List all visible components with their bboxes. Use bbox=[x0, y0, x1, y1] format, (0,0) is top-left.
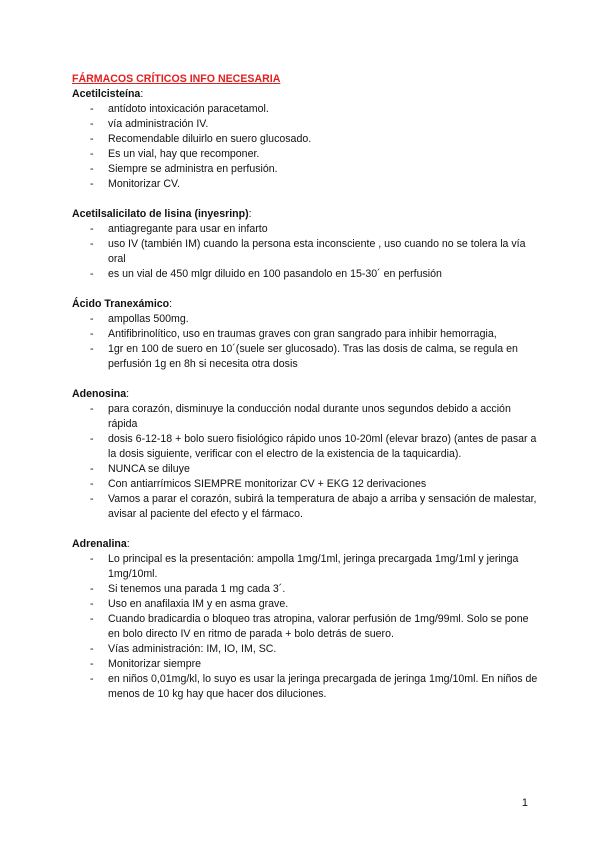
drug-name: Adrenalina bbox=[72, 538, 127, 550]
list-item: - Si tenemos una parada 1 mg cada 3´. bbox=[72, 582, 540, 597]
list-item: - Vías administración: IM, IO, IM, SC. bbox=[72, 642, 540, 657]
drug-heading bbox=[72, 207, 540, 222]
list-item: - Con antiarrímicos SIEMPRE monitorizar CV + EKG 12 derivaciones bbox=[72, 477, 540, 492]
drug-heading-colon: : bbox=[140, 88, 144, 100]
list-item: - antiagregante para usar en infarto bbox=[72, 222, 540, 237]
drug-heading-colon: : bbox=[126, 388, 130, 400]
drug-name: Ácido Tranexámico bbox=[72, 298, 170, 310]
sections-container bbox=[72, 87, 540, 702]
drug-section bbox=[72, 537, 540, 702]
list-item: - para corazón, disminuye la conducción nodal durante unos segundos debido a acción rápida bbox=[72, 402, 540, 432]
drug-heading bbox=[72, 87, 540, 102]
list-item: - Monitorizar CV. bbox=[72, 177, 540, 192]
drug-heading-colon: : bbox=[126, 538, 130, 550]
drug-name: Acetilsalicilato de lisina (inyesrinp) bbox=[72, 208, 249, 220]
drug-name: Adenosina bbox=[72, 388, 127, 400]
list-item: - Vamos a parar el corazón, subirá la temperatura de abajo a arriba y sensación de malestar, avisar al paciente del efecto y el fármaco. bbox=[72, 492, 540, 522]
document-title: FÁRMACOS CRÍTICOS INFO NECESARIA bbox=[72, 73, 281, 85]
list-item: - vía administración IV. bbox=[72, 117, 540, 132]
list-item: - Lo principal es la presentación: ampolla 1mg/1ml, jeringa precargada 1mg/1ml y jeringa 1mg/10ml. bbox=[72, 552, 540, 582]
list-item: - Antifibrinolítico, uso en traumas graves con gran sangrado para inhibir hemorragia, bbox=[72, 327, 540, 342]
page-number: 1 bbox=[521, 797, 528, 809]
list-item: - Es un vial, hay que recomponer. bbox=[72, 147, 540, 162]
drug-info-list bbox=[72, 102, 540, 192]
list-item: - en niños 0,01mg/kl, lo suyo es usar la jeringa precargada de jeringa 1mg/10ml. En niños de menos de 10 kg hay que hacer dos diluciones. bbox=[72, 672, 540, 702]
drug-heading bbox=[72, 297, 540, 312]
list-item: - antídoto intoxicación paracetamol. bbox=[72, 102, 540, 117]
list-item: - Cuando bradicardia o bloqueo tras atropina, valorar perfusión de 1mg/99ml. Solo se pone en bolo directo IV en ritmo de parada + bolo detrás de suero. bbox=[72, 612, 540, 642]
drug-section bbox=[72, 297, 540, 372]
list-item: - Siempre se administra en perfusión. bbox=[72, 162, 540, 177]
drug-info-list bbox=[72, 402, 540, 522]
drug-heading-colon: : bbox=[169, 298, 173, 310]
drug-heading bbox=[72, 387, 540, 402]
list-item: - 1gr en 100 de suero en 10´(suele ser glucosado). Tras las dosis de calma, se regula en perfusión 1g en 8h si necesita otra dosis bbox=[72, 342, 540, 372]
list-item: - dosis 6-12-18 + bolo suero fisiológico rápido unos 10-20ml (elevar brazo) (antes de pasar a la dosis siguiente, verificar con el electro de la existencia de la taquicardia). bbox=[72, 432, 540, 462]
drug-info-list bbox=[72, 222, 540, 282]
list-item: - Monitorizar siempre bbox=[72, 657, 540, 672]
drug-heading-colon: : bbox=[248, 208, 252, 220]
drug-heading bbox=[72, 537, 540, 552]
list-item: - ampollas 500mg. bbox=[72, 312, 540, 327]
drug-section bbox=[72, 87, 540, 192]
list-item: - Recomendable diluirlo en suero glucosado. bbox=[72, 132, 540, 147]
list-item: - es un vial de 450 mlgr diluido en 100 pasandolo en 15-30´ en perfusión bbox=[72, 267, 540, 282]
drug-info-list bbox=[72, 552, 540, 702]
drug-section bbox=[72, 207, 540, 282]
document-page bbox=[72, 72, 540, 717]
list-item: - NUNCA se diluye bbox=[72, 462, 540, 477]
drug-info-list bbox=[72, 312, 540, 372]
drug-section bbox=[72, 387, 540, 522]
list-item: - uso IV (también IM) cuando la persona esta inconsciente , uso cuando no se tolera la vía oral bbox=[72, 237, 540, 267]
list-item: - Uso en anafilaxia IM y en asma grave. bbox=[72, 597, 540, 612]
drug-name: Acetilcisteína bbox=[72, 88, 141, 100]
